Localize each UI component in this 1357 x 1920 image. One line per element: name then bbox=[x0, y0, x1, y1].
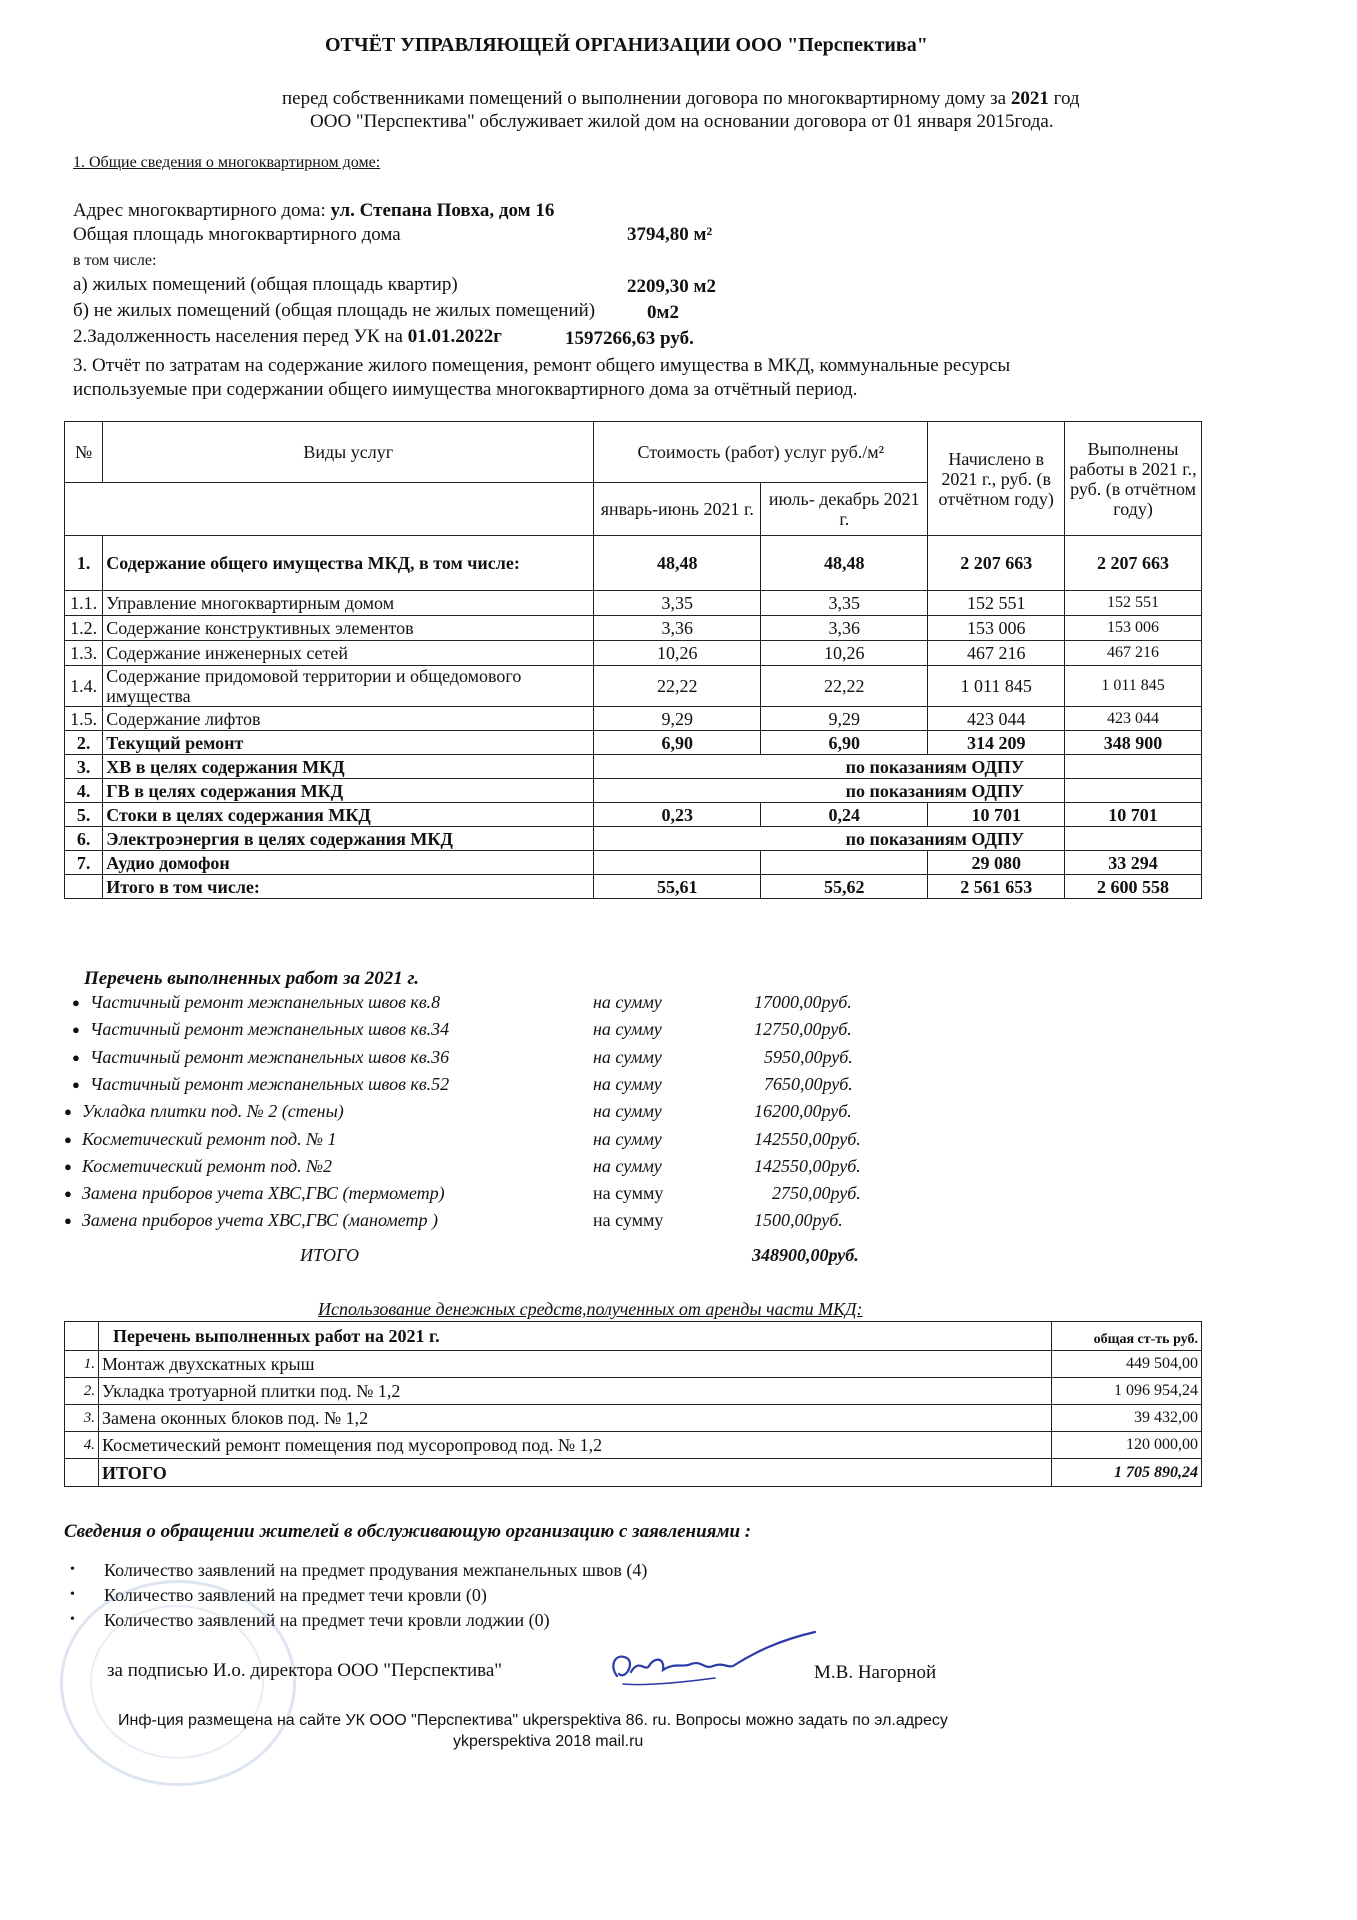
footer-line-2: ykperspektiva 2018 mail.ru bbox=[453, 1733, 644, 1750]
work-on-sum: на сумму bbox=[593, 1183, 664, 1204]
row-odpu-note: по показаниям ОДПУ bbox=[594, 755, 1065, 779]
row-done: 348 900 bbox=[1065, 731, 1202, 755]
work-name: Замена приборов учета ХВС,ГВС (термометр) bbox=[82, 1183, 445, 1204]
subtitle-suffix: год bbox=[1048, 88, 1080, 109]
row-service-name: Итого в том числе: bbox=[103, 875, 594, 899]
row-num bbox=[65, 875, 103, 899]
row-cost-period-1: 3,35 bbox=[594, 591, 761, 616]
row-num: 2. bbox=[65, 731, 103, 755]
row-cost-period-2: 10,26 bbox=[761, 641, 928, 666]
row-done: 1 011 845 bbox=[1065, 666, 1202, 707]
service-row bbox=[65, 851, 1202, 875]
header-empty-cell bbox=[65, 483, 594, 536]
rent-row bbox=[65, 1351, 1202, 1378]
signature-label: за подписью И.о. директора ООО "Перспектива" bbox=[107, 1660, 503, 1681]
bullet-icon: ● bbox=[72, 1049, 80, 1065]
row-done: 423 044 bbox=[1065, 707, 1202, 731]
row-accrued: 314 209 bbox=[928, 731, 1065, 755]
row-service-name: Текущий ремонт bbox=[103, 731, 594, 755]
row-done: 10 701 bbox=[1065, 803, 1202, 827]
work-amount: 2750,00руб. bbox=[772, 1183, 861, 1204]
row-done: 2 600 558 bbox=[1065, 875, 1202, 899]
row-done: 2 207 663 bbox=[1065, 536, 1202, 591]
report-subtitle-line-2: ООО "Перспектива" обслуживает жилой дом на основании договора от 01 января 2015года. bbox=[310, 111, 1054, 132]
report-description-line-1: 3. Отчёт по затратам на содержание жилого помещения, ремонт общего имущества в МКД, коммунальные ресурсы bbox=[73, 355, 1011, 376]
services-cost-table bbox=[64, 421, 1202, 899]
appeals-title: Сведения о обращении жителей в обслуживающую организацию с заявлениями : bbox=[64, 1521, 752, 1542]
work-item bbox=[64, 1047, 964, 1074]
service-row bbox=[65, 755, 1202, 779]
row-done: 153 006 bbox=[1065, 616, 1202, 641]
rent-header-name: Перечень выполненных работ на 2021 г. bbox=[98, 1322, 1051, 1351]
row-num: 1.5. bbox=[65, 707, 103, 731]
row-service-name: Электроэнергия в целях содержания МКД bbox=[103, 827, 594, 851]
row-done-empty bbox=[1065, 755, 1202, 779]
row-cost-period-1: 6,90 bbox=[594, 731, 761, 755]
row-accrued: 153 006 bbox=[928, 616, 1065, 641]
work-item bbox=[64, 1074, 964, 1101]
rent-row-num: 1. bbox=[65, 1351, 99, 1378]
rent-row-name: Монтаж двухскатных крыш bbox=[98, 1351, 1051, 1378]
work-name: Частичный ремонт межпанельных швов кв.36 bbox=[90, 1046, 450, 1067]
bullet-icon: ● bbox=[64, 1186, 72, 1202]
row-accrued: 2 207 663 bbox=[928, 536, 1065, 591]
header-num: № bbox=[65, 422, 103, 483]
row-service-name: Содержание инженерных сетей bbox=[103, 641, 594, 666]
work-on-sum: на сумму bbox=[593, 1073, 662, 1094]
rent-caption: Использование денежных средств,полученных от аренды части МКД: bbox=[318, 1299, 863, 1319]
header-period-1: январь-июнь 2021 г. bbox=[594, 483, 761, 536]
work-on-sum: на сумму bbox=[593, 992, 662, 1012]
work-item bbox=[64, 992, 964, 1019]
row-cost-period-1: 9,29 bbox=[594, 707, 761, 731]
rent-row-cost: 449 504,00 bbox=[1052, 1351, 1202, 1378]
nonliving-area-value: 0м2 bbox=[647, 302, 679, 323]
address-label: Адрес многоквартирного дома: bbox=[73, 200, 331, 221]
service-row bbox=[65, 591, 1202, 616]
row-accrued: 2 561 653 bbox=[928, 875, 1065, 899]
work-name: Косметический ремонт под. №2 bbox=[82, 1155, 333, 1176]
works-total-label: ИТОГО bbox=[300, 1245, 360, 1265]
work-amount: 16200,00руб. bbox=[754, 1101, 852, 1122]
row-accrued: 29 080 bbox=[928, 851, 1065, 875]
including-label: в том числе: bbox=[73, 252, 157, 269]
handwritten-signature bbox=[605, 1628, 825, 1698]
rent-row-num: 2. bbox=[65, 1378, 99, 1405]
row-cost-period-2: 6,90 bbox=[761, 731, 928, 755]
report-title: ОТЧЁТ УПРАВЛЯЮЩЕЙ ОРГАНИЗАЦИИ ООО "Перспектива" bbox=[325, 34, 928, 56]
row-cost-period-2: 3,36 bbox=[761, 616, 928, 641]
row-cost-period-1 bbox=[594, 851, 761, 875]
row-service-name: Содержание лифтов bbox=[103, 707, 594, 731]
rent-row-name: Косметический ремонт помещения под мусоропровод под. № 1,2 bbox=[98, 1432, 1051, 1459]
rent-funds-table bbox=[64, 1321, 1202, 1487]
row-num: 1.1. bbox=[65, 591, 103, 616]
work-on-sum: на сумму bbox=[593, 1155, 662, 1176]
work-item bbox=[64, 1156, 964, 1183]
rent-header-num bbox=[65, 1322, 99, 1351]
row-cost-period-2: 3,35 bbox=[761, 591, 928, 616]
row-cost-period-2: 55,62 bbox=[761, 875, 928, 899]
row-cost-period-1: 22,22 bbox=[594, 666, 761, 707]
row-num: 4. bbox=[65, 779, 103, 803]
total-area-value: 3794,80 м² bbox=[627, 224, 713, 245]
work-name: Частичный ремонт межпанельных швов кв.34 bbox=[90, 1019, 450, 1040]
work-name: Частичный ремонт межпанельных швов кв.52 bbox=[90, 1073, 450, 1094]
service-row bbox=[65, 666, 1202, 707]
service-row bbox=[65, 731, 1202, 755]
header-period-2: июль- декабрь 2021 г. bbox=[761, 483, 928, 536]
works-title: Перечень выполненных работ за 2021 г. bbox=[84, 968, 419, 989]
work-item bbox=[64, 1129, 964, 1156]
rent-total-num bbox=[65, 1459, 99, 1487]
row-accrued: 152 551 bbox=[928, 591, 1065, 616]
work-item bbox=[64, 1210, 964, 1237]
row-cost-period-1: 48,48 bbox=[594, 536, 761, 591]
living-area-value: 2209,30 м2 bbox=[627, 276, 716, 297]
service-row bbox=[65, 803, 1202, 827]
living-area-label: а) жилых помещений (общая площадь квартир) bbox=[73, 274, 458, 295]
row-done: 467 216 bbox=[1065, 641, 1202, 666]
rent-row bbox=[65, 1378, 1202, 1405]
row-num: 5. bbox=[65, 803, 103, 827]
row-service-name: ГВ в целях содержания МКД bbox=[103, 779, 594, 803]
header-done: Выполнены работы в 2021 г., руб. (в отчётном году) bbox=[1065, 422, 1202, 536]
row-odpu-note: по показаниям ОДПУ bbox=[594, 779, 1065, 803]
row-cost-period-1: 10,26 bbox=[594, 641, 761, 666]
bullet-icon: ● bbox=[72, 1022, 80, 1038]
address-line bbox=[73, 200, 554, 222]
row-service-name: Управление многоквартирным домом bbox=[103, 591, 594, 616]
row-cost-period-2: 0,24 bbox=[761, 803, 928, 827]
work-amount: 142550,00руб. bbox=[754, 1128, 861, 1149]
service-row bbox=[65, 707, 1202, 731]
row-cost-period-2: 48,48 bbox=[761, 536, 928, 591]
work-name: Укладка плитки под. № 2 (стены) bbox=[82, 1101, 344, 1122]
row-num: 6. bbox=[65, 827, 103, 851]
work-name: Замена приборов учета ХВС,ГВС (манометр ) bbox=[82, 1210, 439, 1231]
work-on-sum: на сумму bbox=[593, 1046, 662, 1067]
row-service-name: Содержание конструктивных элементов bbox=[103, 616, 594, 641]
appeal-item: Количество заявлений на предмет течи кровли (0) bbox=[104, 1585, 487, 1605]
report-subtitle-line-1 bbox=[282, 88, 1080, 110]
bullet-icon: • bbox=[70, 1562, 75, 1577]
work-name: Косметический ремонт под. № 1 bbox=[82, 1128, 337, 1149]
address-value: ул. Степана Повха, дом 16 bbox=[330, 200, 555, 221]
rent-row-cost: 120 000,00 bbox=[1052, 1432, 1202, 1459]
work-amount: 7650,00руб. bbox=[764, 1073, 853, 1094]
row-done-empty bbox=[1065, 827, 1202, 851]
row-accrued: 10 701 bbox=[928, 803, 1065, 827]
row-num: 3. bbox=[65, 755, 103, 779]
row-service-name: Аудио домофон bbox=[103, 851, 594, 875]
work-amount: 5950,00руб. bbox=[764, 1046, 853, 1067]
bullet-icon: ● bbox=[64, 1131, 72, 1147]
work-on-sum: на сумму bbox=[593, 1210, 664, 1231]
bullet-icon: ● bbox=[72, 995, 80, 1010]
row-num: 7. bbox=[65, 851, 103, 875]
row-service-name: Содержание придомовой территории и общедомового имущества bbox=[103, 666, 594, 707]
bullet-icon: ● bbox=[64, 1158, 72, 1174]
row-service-name: Стоки в целях содержания МКД bbox=[103, 803, 594, 827]
service-row bbox=[65, 641, 1202, 666]
row-num: 1.4. bbox=[65, 666, 103, 707]
work-name: Частичный ремонт межпанельных швов кв.8 bbox=[90, 992, 441, 1012]
row-accrued: 467 216 bbox=[928, 641, 1065, 666]
debt-label: 2.Задолженность населения перед УК на bbox=[73, 326, 408, 347]
row-num: 1.2. bbox=[65, 616, 103, 641]
appeal-item: Количество заявлений на предмет продувания межпанельных швов (4) bbox=[104, 1560, 648, 1580]
row-accrued: 1 011 845 bbox=[928, 666, 1065, 707]
rent-row-cost: 1 096 954,24 bbox=[1052, 1378, 1202, 1405]
bullet-icon: ● bbox=[72, 1076, 80, 1092]
subtitle-prefix: перед собственниками помещений о выполнении договора по многоквартирному дому за bbox=[282, 88, 1011, 109]
rent-row bbox=[65, 1432, 1202, 1459]
debt-line bbox=[73, 326, 502, 348]
work-amount: 142550,00руб. bbox=[754, 1155, 861, 1176]
row-done: 152 551 bbox=[1065, 591, 1202, 616]
stamp-seal-inner bbox=[90, 1605, 264, 1759]
rent-total-value: 1 705 890,24 bbox=[1052, 1459, 1202, 1487]
row-cost-period-2: 9,29 bbox=[761, 707, 928, 731]
row-accrued: 423 044 bbox=[928, 707, 1065, 731]
work-on-sum: на сумму bbox=[593, 1101, 662, 1122]
signature-name: М.В. Нагорной bbox=[814, 1662, 937, 1683]
rent-row-num: 3. bbox=[65, 1405, 99, 1432]
row-num: 1. bbox=[65, 536, 103, 591]
bullet-icon: ● bbox=[64, 1104, 72, 1120]
footer-line-1: Инф-ция размещена на сайте УК ООО "Перспектива" ukperspektiva 86. ru. Вопросы можно задать по эл.адресу bbox=[118, 1712, 948, 1729]
work-on-sum: на сумму bbox=[593, 1019, 662, 1040]
rent-row-name: Укладка тротуарной плитки под. № 1,2 bbox=[98, 1378, 1051, 1405]
row-cost-period-2 bbox=[761, 851, 928, 875]
work-item bbox=[64, 1101, 964, 1128]
row-num: 1.3. bbox=[65, 641, 103, 666]
debt-value: 1597266,63 руб. bbox=[565, 328, 694, 349]
service-row bbox=[65, 616, 1202, 641]
work-item bbox=[64, 1183, 964, 1210]
work-amount: 17000,00руб. bbox=[754, 992, 852, 1012]
total-area-label: Общая площадь многоквартирного дома bbox=[73, 224, 401, 245]
row-service-name: Содержание общего имущества МКД, в том числе: bbox=[103, 536, 594, 591]
appeal-item: Количество заявлений на предмет течи кровли лоджии (0) bbox=[104, 1610, 550, 1630]
service-row bbox=[65, 779, 1202, 803]
work-item bbox=[64, 1019, 964, 1046]
row-cost-period-1: 3,36 bbox=[594, 616, 761, 641]
subtitle-year: 2021 bbox=[1010, 88, 1049, 109]
debt-date: 01.01.2022г bbox=[407, 326, 502, 347]
row-done-empty bbox=[1065, 779, 1202, 803]
row-cost-period-1: 55,61 bbox=[594, 875, 761, 899]
rent-row-name: Замена оконных блоков под. № 1,2 bbox=[98, 1405, 1051, 1432]
rent-header-cost: общая ст-ть руб. bbox=[1052, 1322, 1202, 1351]
header-cost: Стоимость (работ) услуг руб./м² bbox=[594, 422, 928, 483]
service-row bbox=[65, 875, 1202, 899]
rent-row bbox=[65, 1405, 1202, 1432]
bullet-icon: • bbox=[70, 1612, 75, 1627]
row-odpu-note: по показаниям ОДПУ bbox=[594, 827, 1065, 851]
works-total-value: 348900,00руб. bbox=[752, 1245, 859, 1265]
rent-total-label: ИТОГО bbox=[98, 1459, 1051, 1487]
header-accrued: Начислено в 2021 г., руб. (в отчётном году) bbox=[928, 422, 1065, 536]
bullet-icon: • bbox=[70, 1587, 75, 1602]
service-row bbox=[65, 536, 1202, 591]
row-cost-period-1: 0,23 bbox=[594, 803, 761, 827]
service-row bbox=[65, 827, 1202, 851]
rent-row-num: 4. bbox=[65, 1432, 99, 1459]
rent-row-cost: 39 432,00 bbox=[1052, 1405, 1202, 1432]
row-service-name: ХВ в целях содержания МКД bbox=[103, 755, 594, 779]
report-description-line-2: используемые при содержании общего иимущества многоквартирного дома за отчётный период. bbox=[73, 379, 858, 400]
work-on-sum: на сумму bbox=[593, 1128, 662, 1149]
work-amount: 12750,00руб. bbox=[754, 1019, 852, 1040]
nonliving-area-label: б) не жилых помещений (общая площадь не жилых помещений) bbox=[73, 300, 596, 321]
bullet-icon: ● bbox=[64, 1213, 72, 1229]
general-section-title: 1. Общие сведения о многоквартирном доме: bbox=[73, 154, 381, 171]
row-done: 33 294 bbox=[1065, 851, 1202, 875]
row-cost-period-2: 22,22 bbox=[761, 666, 928, 707]
header-service: Виды услуг bbox=[103, 422, 594, 483]
work-amount: 1500,00руб. bbox=[754, 1210, 843, 1231]
